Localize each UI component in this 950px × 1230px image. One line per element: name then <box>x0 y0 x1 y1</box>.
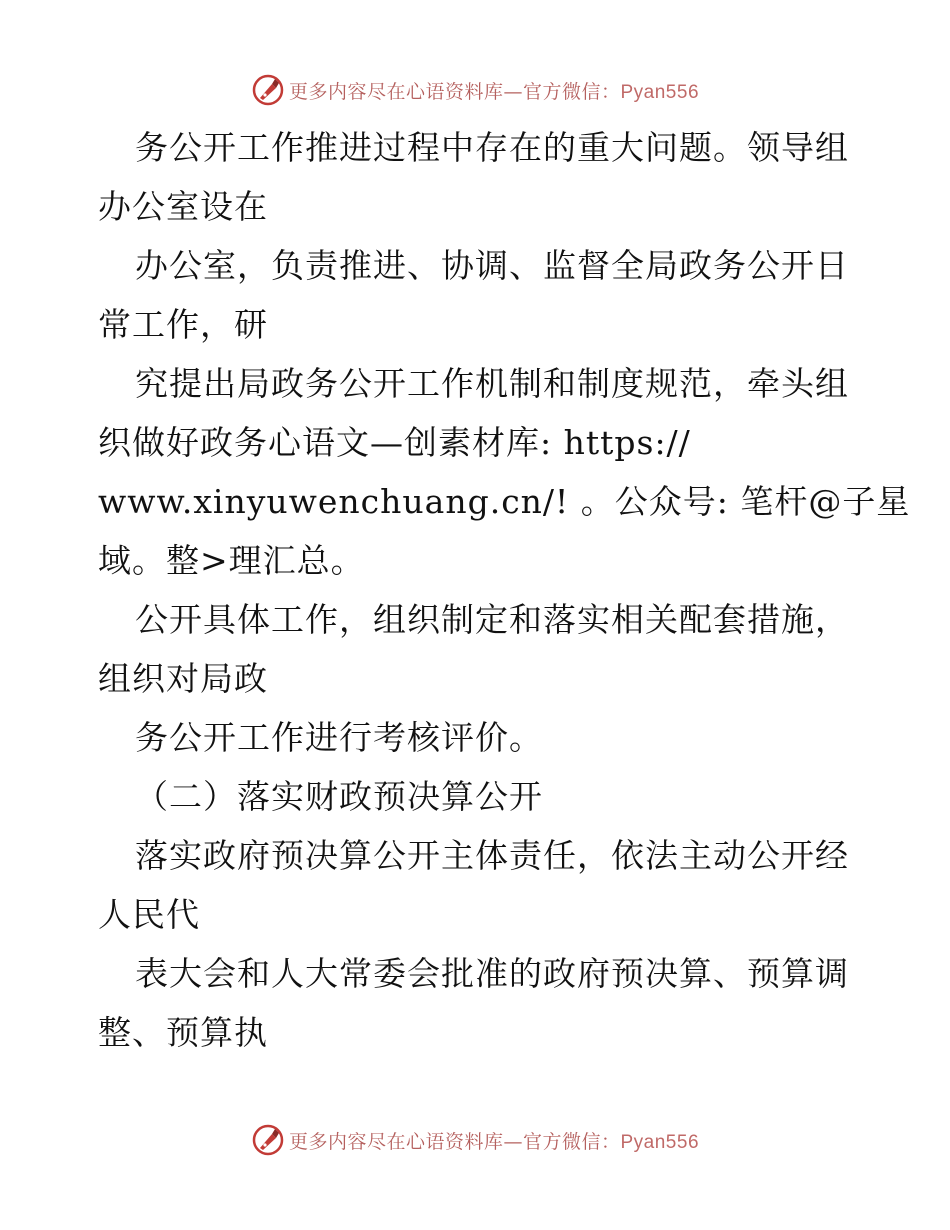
header-banner <box>0 70 950 110</box>
paragraph-line: 公开具体工作，组织制定和落实相关配套措施， <box>135 600 849 639</box>
header-text <box>289 77 699 104</box>
footer-text <box>289 1127 699 1154</box>
pen-nib-logo-icon <box>251 73 285 107</box>
paragraph-line: 常工作，研 <box>98 305 268 344</box>
section-heading: （二）落实财政预决算公开 <box>135 777 543 816</box>
paragraph-line: 人民代 <box>98 895 200 934</box>
paragraph-line: 究提出局政务公开工作机制和制度规范，牵头组 <box>135 364 849 403</box>
paragraph-line: 整、预算执 <box>98 1013 268 1052</box>
pen-nib-logo-icon <box>251 1123 285 1157</box>
paragraph-line: 落实政府预决算公开主体责任，依法主动公开经 <box>135 836 849 875</box>
header-slogan: 更多内容尽在心语资料库—官方微信： <box>288 80 621 103</box>
footer-banner <box>0 1120 950 1160</box>
paragraph-line: 组织对局政 <box>98 659 268 698</box>
paragraph-line: 务公开工作进行考核评价。 <box>135 718 543 757</box>
paragraph-line: 织做好政务心语文—创素材库: https:// <box>98 423 691 462</box>
paragraph-line: 办公室设在 <box>98 187 268 226</box>
paragraph-line: 域。整>理汇总。 <box>98 541 365 580</box>
document-body <box>98 118 911 1062</box>
paragraph-line: 办公室，负责推进、协调、监督全局政务公开日 <box>135 246 849 285</box>
paragraph-line: 表大会和人大常委会批准的政府预决算、预算调 <box>135 954 849 993</box>
paragraph-line-url: www.xinyuwenchuang.cn/! 。公众号: 笔杆@子星 <box>98 482 911 521</box>
footer-wechat-id: Pyan556 <box>620 1131 700 1153</box>
header-wechat-id: Pyan556 <box>620 81 700 103</box>
paragraph-line: 务公开工作推进过程中存在的重大问题。领导组 <box>135 128 849 167</box>
footer-slogan: 更多内容尽在心语资料库—官方微信： <box>288 1130 621 1153</box>
